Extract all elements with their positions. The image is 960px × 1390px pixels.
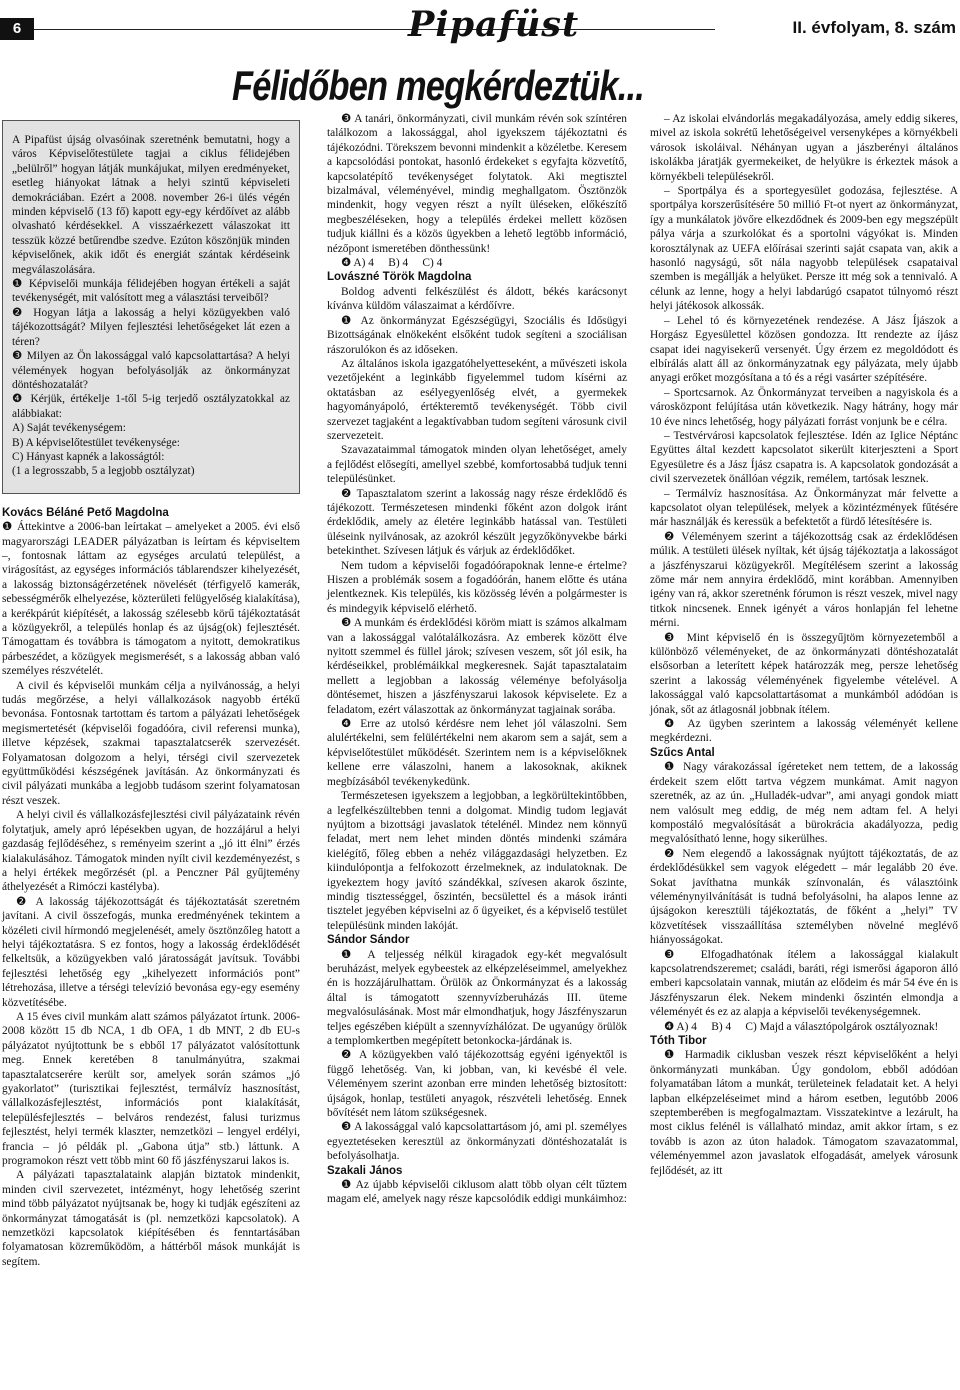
answer-paragraph: ❶ Áttekintve a 2006-ban leírtakat – amelyeket a 2005. évi első magyarországi LEADER pályázatban is leírtam és képviseltem –, fontosnak láttam az egységes arculatú települést, a virágosítást, az egységes információs táblarendszer kihelyezését, a lakosság biztonságérzetének növelését (térfigyelő kamerák, sebességmérők elhelyezése, közterületi felügyelőség kialakítása), a kerékpárút kiépítését, a lakosság szélesebb körű tájékoztatását a közügyekről, a település honlap és az újság(ok) fejlesztését. Támogattam és továbbra is támogatom a nyitott, demokratikus párbeszédet, a közügyek megismerését, s a lakosság abban való személyes részvételét. <box>2 521 300 678</box>
respondent-name: Tóth Tibor <box>650 1035 707 1047</box>
answer-paragraph: – Termálvíz hasznosítása. Az Önkormányzat már felvette a kapcsolatot olyan települések, melyek a közintézmények fűtésére már használják és keressük a befektetőt a fürdő létesítésére is. <box>650 487 958 529</box>
answer-paragraph: ❶ Harmadik ciklusban veszek részt képviselőként a helyi önkormányzati munkában. Úgy gondolom, ebből adódóan folyamatában látom a munkát, területeinek feladatait ket. A helyi lapban elképzeléseimet mind a három esetben, legutóbb 2006 szeptemberében is megfogalmaztam. Visszatekintve a lezárult, ha most ciklus felénél is vállalható mindaz, amit akkor írtam, s ez tovább is azon az úton haladok. Támogatom szavazatommal, véleményemmel azon javaslatok elfogadását, amelyek városunk fejlődését, az itt <box>650 1049 958 1177</box>
article-headline: Félidőben megkérdeztük... <box>232 62 645 109</box>
answer-paragraph: Természetesen igyekszem a legjobban, a legkörültekintőbben, a legfelkészültebben tenni a dolgomat. Mindig tudom legjavát nyújtom a bizottsági javaslatok tételénél. Mindez nem könnyű feladat, mert nem lehet minden döntés mindenki számára kielégítő, főleg ebben a nehéz világgazdasági helyzetben. Ez kiindulópontja a felfokozott érzelmeknek, az indulatoknak. De igyekeztem hogy javító szándékkal, szívesen akarok őszinte, mindig tisztességgel, őszintén, becsülettel és a mások iránti tisztelet jegyében képviselni az ő ügyeiket, és a képviselő testület településünk minden lakóját. <box>327 790 627 932</box>
question-4b: B) A képviselőtestület tevékenysége: <box>12 436 180 449</box>
answer-paragraph: – Az iskolai elvándorlás megakadályozása, amely eddig sikeres, mivel az iskola sokrétű lehetőségeivel versenyképes a környékbeli városok iskoláival. Néhányan ugyan a jászberényi általános iskolákba járatják gyermekeiket, de helyükre is érkeztek mások a környékbeli településekről. <box>650 113 958 183</box>
question-4: ❹ Kérjük, értékelje 1-től 5-ig terjedő osztályzatokkal az alábbiakat: <box>12 393 290 420</box>
answer-paragraph: Nem tudom a képviselői fogadóórapoknak lenne-e értelme? Hiszen a problémák sosem a fogadóórán, hanem előtte és utána jelentkeznek. Kis település, kis közösség lévén a polgármester is és mindegyik képviselő elérhető. <box>327 559 627 615</box>
intro-box <box>2 120 300 494</box>
answer-paragraph: A 15 éves civil munkám alatt számos pályázatot írtunk. 2006-2008 között 15 db NCA, 1 db OFA, 1 db MNT, 2 db EU-s pályázatot nyújtottunk be s ebből 17 pályázatot valósítottunk meg. Ennek keretében 8 tanulmányútra, szakmai tapasztalatcserére került sor, amelyek során számos „jó gyakorlatot” (turisztikai fejlesztést, termálvíz hasznosítást, vállalkozásfejlesztést, információs pont kialakítását, településfejlesztés – belváros rendezést, falusi turizmus fejlesztést, helyi termék klaszter, nemzetközi – lengyel erdélyi, francia – jó példák pl. „Gabona útja” stb.) láttunk. A programokon részt vett több mint 60 fő jászfényszarui lakos is. <box>2 1010 300 1168</box>
respondent-name: Szűcs Antal <box>650 746 715 759</box>
answer-paragraph: ❶ Nagy várakozással ígéreteket nem tettem, de a lakosság érdekeit szem előtt tartva végzem munkámat. Amit nagyon szeretnék, az az ún. „Hulladék-udvar”, ami anyagi gondok miatt nem valósult meg eddig, de még nem adtam fel. A helyi kompostáló megvalósítását a bürokrácia akadályozza, pedig megvalósítható lenne, hogy sikerülhes. <box>650 761 958 846</box>
page-number: 6 <box>0 18 34 40</box>
header-rule <box>34 29 715 30</box>
answer-paragraph: ❶ A teljesség nélkül kiragadok egy-két megvalósult beruházást, melyek egybeestek az elképzeléseimmel, amelyekhez én is hozzájárulhattam. Örülök az Önkormányzat és a lakosság által is támogatott szennyvízberuházás III. üteme megvalósulásának. Most már elmondhatjuk, hogy Jászfényszarun teljes egészében kiépült a szennyvízhálózat. De ugyanúgy örülök a templomkertben megépített betonkocka-járdának is. <box>327 948 627 1047</box>
answer-paragraph: ❷ Nem elegendő a lakosságnak nyújtott tájékoztatás, de az érdeklődésükkel sem vagyok elégedett – már legalább 20 éve. Sokat javíthatna munkák színvonalán, és választóink véleménynyilvánítását is tudná befolyásolni, ha alapos lenne az újságokon keresztüli tájékoztatás, de főként a „helyi” TV közvetítések visszaállítása sztemélyben növelné meglévő hiányosságokat. <box>650 847 958 947</box>
question-3: ❸ Milyen az Ön lakossággal való kapcsolattartása? A helyi vélemények hogyan befolyásolják az önkormányzat döntéshozatalát? <box>12 350 290 391</box>
answer-paragraph: ❷ Tapasztalatom szerint a lakosság nagy része érdeklődő és tájékozott. Természetesen mindenki főként azon dolgok iránt érdeklődik, amely az életére leginkább hatással van. Testületi üléseink nyilvánosak, az azokról készült jegyzőkönyvekbe bárki betekinthet. Szívesen látjuk és várjuk az érdeklődőket. <box>327 487 627 558</box>
answer-paragraph: – Testvérvárosi kapcsolatok fejlesztése. Idén az Iglice Néptánc Együttes által kezdett kapcsolatot sikerült kiterjeszteni a Sport Egyesületre és a Jász Íjász csapatra is. A kapcsolatok gondozását a civil szervezetek önállóan végzik, remélem, tartósak lesznek. <box>650 429 958 486</box>
answer-paragraph: Az általános iskola igazgatóhelyetteseként, a művészeti iskola vezetőjeként a leginkább figyelemmel tudom kísérni az oktatásban az esélyegyenlőség elvét, a gyermekek hagyományápoló, értékteremtő tevékenységét. Több civil szervezet tagjaként a legaktívabban tudom segíteni városunk civil szervezeteit. <box>327 357 627 442</box>
answer-paragraph: – Lehel tó és környezetének rendezése. A Jász Íjászok a Horgász Egyesülettel közösen gondozza. Itt rendezte az íjász csapat idei nagyisekerű versenyét. Úgy érzem ez megoldódott és elbírálás alatt áll az önkormányzatnak egy pályázata, mely újabb anyagi erőket mozgósítana a tó és a régi vasárter szépítésére. <box>650 314 958 385</box>
answer-paragraph: Szavazataimmal támogatok minden olyan lehetőséget, amely a fejlődést elősegíti, amellyel szebbé, komfortosabbá tudjuk tenni településünket. <box>327 444 627 486</box>
respondent-name: Lovászné Török Magdolna <box>327 271 472 284</box>
question-4-note: (1 a legrosszabb, 5 a legjobb osztályzat) <box>12 465 195 478</box>
respondent-name: Kovács Béláné Pető Magdolna <box>2 506 169 519</box>
answer-paragraph: A helyi civil és vállalkozásfejlesztési civil pályázataink révén folytatjuk, amely apró lépésekben ugyan, de hozzájárul a helyi gazdaság fejlődéséhez, s reményeim szerint a „jó itt élni” érzés kialakulásához. Támogatok minden nyílt civil kezdeményezést, s a helyi értékek megőrzését (pl. a Penczner Pál gyűjtemény áthelyezését a Rimóczi kastélyba). <box>2 809 300 894</box>
answer-paragraph: ❹ Erre az utolsó kérdésre nem lehet jól válaszolni. Sem alulértékelni, sem felülértékelni nem akarom sem a saját, sem a képviselőtestület működését. Szerintem nem is a képviselőknek kellene erre válaszolni, hanem a lakosoknak, akiknek megbízásából tevékenykedünk. <box>327 718 627 788</box>
answer-paragraph: ❶ Az önkormányzat Egészségügyi, Szociális és Idősügyi Bizottságának elnökeként elsőként tudok segíteni a szociálisan rászorulókon és az időseken. <box>327 314 627 356</box>
question-4c: C) Hányast kapnék a lakosságtól: <box>12 450 165 463</box>
column-2 <box>327 112 627 1207</box>
answer-paragraph: ❶ Az újabb képviselői ciklusom alatt több olyan célt tűztem magam elé, amelyek nagy része kapcsolódik eddigi munkáimhoz: <box>327 1179 627 1206</box>
respondent-name: Sándor Sándor <box>327 934 410 947</box>
answer-paragraph: – Sportpálya és a sportegyesület godozása, fejlesztése. A sportpálya korszerűsítésére 50 millió Ft-ot nyert az önkormányzat, így a munkálatok jövőre elkezdődnek és 2009-ben egy megszépült pálya várja a szurkolókat és a sportolni vágyókat is. Minden korosztálynak az UEFA előírásai szerinti saját csapata van, akik a hasonló nagyságú, sőt nála nagyobb települések csapataival szemben is megállják a helyüket. Persze itt még sok a tennivaló. A célunk az lenne, hogy a helyi labdarúgó csapatot túlnyomó részt helyi játékosok alkossák. <box>650 185 958 313</box>
answer-paragraph: – Sportcsarnok. Az Önkormányzat terveiben a nagyiskola és a városközpont felújítása után következik. Nagy hátrány, hogy már 10 éve nincs lehetőség, hogy pályázati forrást vonjunk be e célra. <box>650 386 958 428</box>
question-4a: A) Saját tevékenységem: <box>12 422 126 435</box>
question-2: ❷ Hogyan látja a lakosság a helyi közügyekben való tájékozottságát? Milyen fejlesztési lehetőségeket lát ezen a téren? <box>12 306 290 348</box>
respondent-name: Szakali János <box>327 1164 403 1177</box>
column-3 <box>650 112 958 1178</box>
answer-paragraph: ❹ A) 4 B) 4 C) 4 <box>341 257 443 270</box>
answer-paragraph: ❷ A közügyekben való tájékozottság egyéni igényektől is függő lehetőség. Van, ki jobban, van, ki kevésbé él vele. Véleményem szerint azonban erre minden lehetőség biztosított: újságok, honlap, testületi anyagok, részvételi lehetőség. Ennek bővítését nem látom szükségesnek. <box>327 1049 627 1120</box>
intro-text: A Pipafüst újság olvasóinak szeretnénk bemutatni, hogy a város Képviselőtestülete tagjai a ciklus félidejében „belülről” hogyan látják munkájukat, milyen eredményeket, esetleg hiányokat látnak a helyi szintű képviseleti demokráciában. Ezért a 2008. november 26-i ülés végén minden képviselő (13 fő) kapott egy-egy kérdőívet az alább olvasható kérdésekkel. A visszaérkezett válaszokat itt tesszük közzé betűrendbe szedve. Ezúton köszönjük minden képviselőnek, akik időt és energiát szántak kérdéseink megválaszolására. <box>12 134 290 276</box>
answer-paragraph: ❹ Az ügyben szerintem a lakosság véleményét kellene megkérdezni. <box>650 718 958 745</box>
question-1: ❶ Képviselői munkája félidejében hogyan értékeli a saját tevékenységét, mit valósított meg a választási terveiből? <box>12 278 290 305</box>
answer-paragraph: ❸ A tanári, önkormányzati, civil munkám révén sok színtéren találkozom a lakossággal, ahol igyekszem tájékoztatni és tájékozódni. Törekszem bevonni mindenkit a közéletbe. Keresem a kapcsolódási pontokat, hasonló érdekeket s egyfajta közvetítő, kapcsolatépítő tevékenységet folytatok. Aki megtisztel bizalmával, véleményével, mindig meghallgatom. Ösztönzök mindenkit, hogy vegyen részt a nyílt üléseken, előkészítő megbeszéléseken, hogy a település érdekei mellett közösen tudjuk kiállni és a közös ügyekben a lehető legtöbb információ, nézőpont ismeretében dönthessünk! <box>327 113 627 255</box>
issue-label: II. évfolyam, 8. szám <box>792 18 956 37</box>
answer-paragraph: ❹ A) 4 B) 4 C) Majd a választópolgárok osztályoznak! <box>664 1020 939 1033</box>
answer-paragraph: ❷ A lakosság tájékozottságát és tájékoztatását szeretném javítani. A civil összefogás, munka eredményének tekintem a közéleti civil hírmondó megjelenését, amely ösztönzőleg hatott a helyi tájékoztatásra. S ez fontos, hogy a lakosság érdeklődését felkeltsük, a közügyekben való járatosságát javítsuk. További fejlesztési lehetőség egy „kihelyezett információs pont” létrehozása, illetve a térségi televízió bevonása egy-egy esemény közvetítésébe. <box>2 895 300 1009</box>
answer-paragraph: ❸ Elfogadhatónak ítélem a lakossággal kialakult kapcsolatrendszeremet; családi, baráti, régi ismerősi ágaporon álló emberi kapcsolatain vannak, miután az elődeim és már 54 éve én is Jászfényszarun élek. Nekem mindenki őszintén elmondja a véleményét és ez az alapja a képviselői tevékenységemnek. <box>650 948 958 1019</box>
page-header <box>0 0 960 52</box>
answer-paragraph: ❸ A lakossággal való kapcsolattartásom jó, ami pl. személyes egyeztetéseken keresztül az önkormányzati döntéshozatalát is befolyásolhatja. <box>327 1121 627 1163</box>
answer-paragraph: A pályázati tapasztalataink alapján biztatok mindenkit, minden civil szervezetet, intézményt, hogy lehetőség szerint mind több pályázatot nyújtsanak be, hogy ki tudják egészíteni az önkormányzat támogatását is (pl. nemzetközi kapcsolatok). A nemzetközi kapcsolatok kiépítésében és fenntartásában folyamatosan közreműködöm, a háttérből mások munkáját is segítem. <box>2 1169 300 1268</box>
column-1 <box>2 112 300 1269</box>
answer-paragraph: Boldog adventi felkészülést és áldott, békés karácsonyt kívánva küldöm válaszaimat a kérdőívre. <box>327 285 627 313</box>
answer-paragraph: ❸ A munkám és érdeklődési köröm miatt is számos alkalmam van a lakossággal valótalálkozásra. Az emberek között élve nyitott szemmel és füllel járok; szívesen veszem, sőt jól esik, ha kérdéseikkel, problémáikkal megkeresnek. Saját tapasztalataim mellett a legjobban a lakosság véleménye befolyásolja döntésemet, hiszen a jászfényszarui lakosok képviselete. Ez a feladatom, ezért válaszottak az önkormányzat tagjainak sorába. <box>327 617 627 716</box>
answer-paragraph: ❷ Véleményem szerint a tájékozottság csak az érdeklődésen múlik. A testületi ülések nyíltak, két újság tájékoztatja a lakosságot a jászfényszarui közügyekről. Megítélésem szerint a lakosság zöme már nem annyira érdeklődő, mint korábban. Amennyiben igény van rá, akkor szeretnénk fórumon is részt veszek, mivel nagy titkok nincsenek. Ennek igényét a város honlapján fel lehetne mérni. <box>650 530 958 630</box>
newspaper-logo: Pipafüst <box>408 4 580 45</box>
answer-paragraph: A civil és képviselői munkám célja a nyilvánosság, a helyi tudás megőrzése, a helyi vállalkozások nagyobb értékű bevonása. Fontosnak tartottam és tartom a pályázati lehetőségek megismertetését (képviselői fogadóóra, civil referensi munka), illetve képzések, szakmai tapasztalatcserék szervezését. Folyamatosan dolgozom a helyi, térségi civil szervezetek együttműködési készségének javításán. Az önkormányzati és civil pályázati munkába a legjobb tudásom szerint folyamatosan részt veszek. <box>2 679 300 807</box>
answer-paragraph: ❸ Mint képviselő én is összegyűjtöm környezetemből a különböző véleményeket, de az önkormányzati döntéshozatalát elsősorban a leterített képek határozzák meg, persze lehetőség szerint a lakosság véleményének figyelembe vételével. A lakossággal való kapcsolattartásomat a munkámból adódóan is jónak, sőt az átlagosnál jobbnak ítélem. <box>650 631 958 716</box>
